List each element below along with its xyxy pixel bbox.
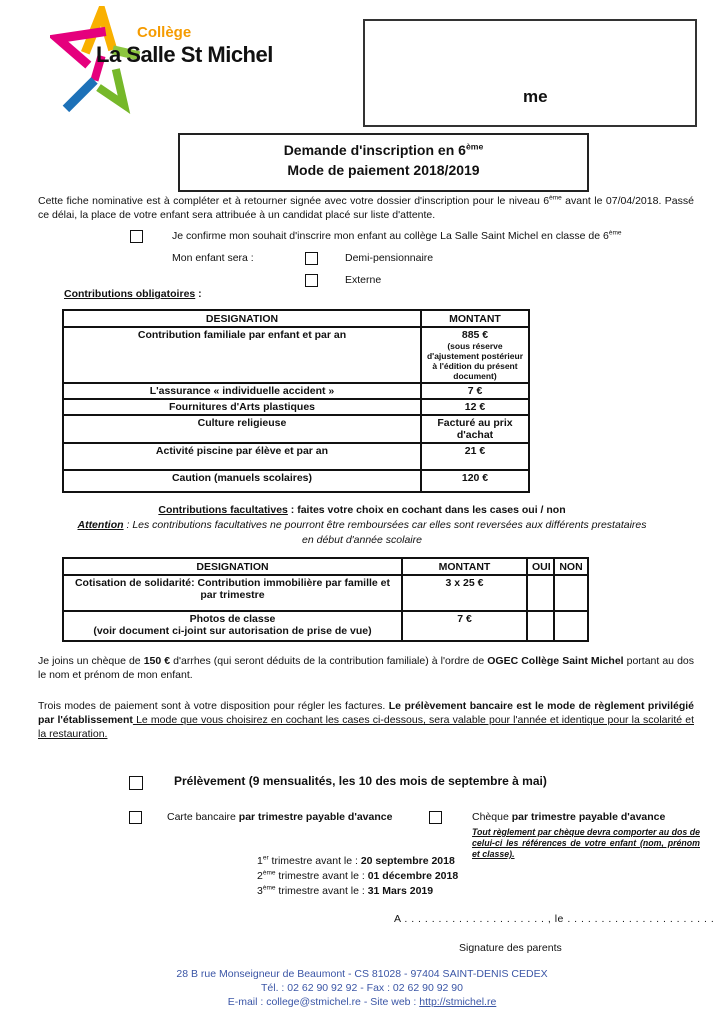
footer-email-web: E-mail : college@stmichel.re - Site web : http://stmichel.re bbox=[227, 996, 497, 1008]
payment-modes-paragraph: Trois modes de paiement sont à votre disposition pour régler les factures. Le prélèvement bancaire est le mode de règlement privilégié par l'établissement Le mode que vous choisirez en cochant les cases ci-dessous, sera valable pour l'année et identique pour la scolarité et la restauration. bbox=[38, 700, 695, 740]
designation-cell: Caution (manuels scolaires) bbox=[63, 470, 421, 492]
cheque-checkbox[interactable] bbox=[429, 811, 442, 824]
confirm-enrollment-checkbox[interactable] bbox=[130, 230, 143, 243]
student-name-box[interactable] bbox=[363, 19, 697, 127]
logo-school-name: La Salle St Michel bbox=[96, 42, 273, 67]
prelevement-label: Prélèvement (9 mensualités, les 10 des mois de septembre à mai) bbox=[174, 774, 547, 788]
montant-cell: 7 € bbox=[402, 611, 527, 641]
carte-bancaire-label: Carte bancaire par trimestre payable d'avance bbox=[167, 811, 393, 823]
oui-cell[interactable] bbox=[527, 611, 554, 641]
designation-cell: Culture religieuse bbox=[63, 415, 421, 443]
attention-note-line1: Attention : Les contributions facultatives ne pourront être remboursées car elles sont reversées aux différents prestataires bbox=[77, 519, 647, 531]
intro-superscript: ème bbox=[549, 194, 562, 202]
trimester-line: 2ème trimestre avant le : 01 décembre 2018 bbox=[257, 869, 459, 882]
header-designation: DESIGNATION bbox=[63, 310, 421, 327]
carte-bancaire-checkbox[interactable] bbox=[129, 811, 142, 824]
trimester-line: 1er trimestre avant le : 20 septembre 2018 bbox=[257, 854, 455, 867]
signature-caption: Signature des parents bbox=[459, 942, 562, 954]
designation-cell: Photos de classe (voir document ci-joint sur autorisation de prise de vue) bbox=[63, 611, 402, 641]
facultative-contributions-table bbox=[62, 557, 589, 642]
header-non: NON bbox=[554, 558, 588, 575]
montant-cell: Facturé au prix d'achat bbox=[421, 415, 529, 443]
place-date-line: A . . . . . . . . . . . . . . . . . . . . . , le . . . . . . . . . . . . . . . . . . . . . . bbox=[394, 913, 715, 925]
table-row bbox=[63, 611, 588, 641]
footer bbox=[0, 967, 724, 1009]
trimester-deadlines bbox=[257, 854, 458, 899]
table-row bbox=[63, 575, 588, 611]
header-montant: MONTANT bbox=[402, 558, 527, 575]
table-row bbox=[63, 415, 529, 443]
montant-cell: 12 € bbox=[421, 399, 529, 415]
table-row bbox=[63, 443, 529, 470]
designation-cell: Cotisation de solidarité: Contribution immobilière par famille et par trimestre bbox=[63, 575, 402, 611]
attention-note-line2: en début d'année scolaire bbox=[302, 534, 422, 546]
table-row bbox=[63, 383, 529, 399]
school-logo bbox=[50, 4, 280, 119]
child-status-label: Mon enfant sera : bbox=[172, 252, 254, 264]
designation-cell: Activité piscine par élève et par an bbox=[63, 443, 421, 470]
demi-pensionnaire-checkbox[interactable] bbox=[305, 252, 318, 265]
cheque-note: Tout règlement par chèque devra comporter au dos de celui-ci les références de votre enfant (nom, prénom et classe). bbox=[472, 827, 700, 859]
facultative-contributions-heading: Contributions facultatives : faites votre choix en cochant dans les cases oui / non bbox=[158, 504, 566, 516]
montant-cell: 7 € bbox=[421, 383, 529, 399]
prelevement-checkbox[interactable] bbox=[129, 776, 143, 790]
place-dotted-field[interactable]: . . . . . . . . . . . . . . . . . . . . . bbox=[404, 913, 545, 925]
header-oui: OUI bbox=[527, 558, 554, 575]
cheque-label: Chèque par trimestre payable d'avance bbox=[472, 811, 666, 823]
designation-cell: Fournitures d'Arts plastiques bbox=[63, 399, 421, 415]
montant-cell: 885 € (sous réserve d'ajustement postérieur à l'édition du présent document) bbox=[421, 327, 529, 383]
footer-phone: Tél. : 02 62 90 92 92 - Fax : 02 62 90 92 90 bbox=[261, 982, 463, 994]
confirm-enrollment-label: Je confirme mon souhait d'inscrire mon enfant au collège La Salle Saint Michel en classe de 6ème bbox=[172, 229, 622, 242]
header-montant: MONTANT bbox=[421, 310, 529, 327]
non-cell[interactable] bbox=[554, 575, 588, 611]
table-row bbox=[63, 327, 529, 383]
form-title-line2: Mode de paiement 2018/2019 bbox=[287, 162, 480, 178]
externe-label: Externe bbox=[345, 274, 382, 286]
montant-cell: 21 € bbox=[421, 443, 529, 470]
date-dotted-field[interactable]: . . . . . . . . . . . . . . . . . . . . . . bbox=[567, 913, 715, 925]
table-row bbox=[63, 399, 529, 415]
table-header-row bbox=[63, 558, 588, 575]
table-row bbox=[63, 470, 529, 492]
montant-note: (sous réserve d'ajustement postérieur à l'édition du présent document) bbox=[426, 341, 523, 381]
montant-cell: 3 x 25 € bbox=[402, 575, 527, 611]
intro-paragraph: Cette fiche nominative est à compléter et à retourner signée avec votre dossier d'inscription pour le niveau 6ème avant le 07/04/2018. Passé ce délai, la place de votre enfant sera attribuée à un candidat placé sur liste d'attente. bbox=[38, 194, 694, 221]
form-title-line1: Demande d'inscription en 6ème bbox=[283, 141, 484, 158]
externe-checkbox[interactable] bbox=[305, 274, 318, 287]
confirm-superscript: ème bbox=[608, 229, 622, 237]
footer-address: 28 B rue Monseigneur de Beaumont - CS 81028 - 97404 SAINT-DENIS CEDEX bbox=[176, 968, 548, 980]
deposit-cheque-paragraph: Je joins un chèque de 150 € d'arrhes (qui seront déduits de la contribution familiale) à l'ordre de OGEC Collège Saint Michel portant au dos le nom et prénom de mon enfant. bbox=[38, 655, 694, 681]
demi-pensionnaire-label: Demi-pensionnaire bbox=[345, 252, 434, 264]
non-cell[interactable] bbox=[554, 611, 588, 641]
logo-college-text: Collège bbox=[137, 24, 192, 41]
trimester-line: 3ème trimestre avant le : 31 Mars 2019 bbox=[257, 884, 434, 897]
obligatory-contributions-table bbox=[62, 309, 530, 493]
form-title-box bbox=[178, 133, 589, 192]
oui-cell[interactable] bbox=[527, 575, 554, 611]
montant-cell: 120 € bbox=[421, 470, 529, 492]
designation-cell: Contribution familiale par enfant et par an bbox=[63, 327, 421, 383]
title-superscript: ème bbox=[465, 141, 484, 152]
obligatory-contributions-heading: Contributions obligatoires : bbox=[64, 288, 202, 300]
table-header-row bbox=[63, 310, 529, 327]
name-box-text: me bbox=[523, 87, 548, 106]
website-link[interactable]: http://stmichel.re bbox=[419, 996, 497, 1008]
designation-cell: L'assurance « individuelle accident » bbox=[63, 383, 421, 399]
header-designation: DESIGNATION bbox=[63, 558, 402, 575]
